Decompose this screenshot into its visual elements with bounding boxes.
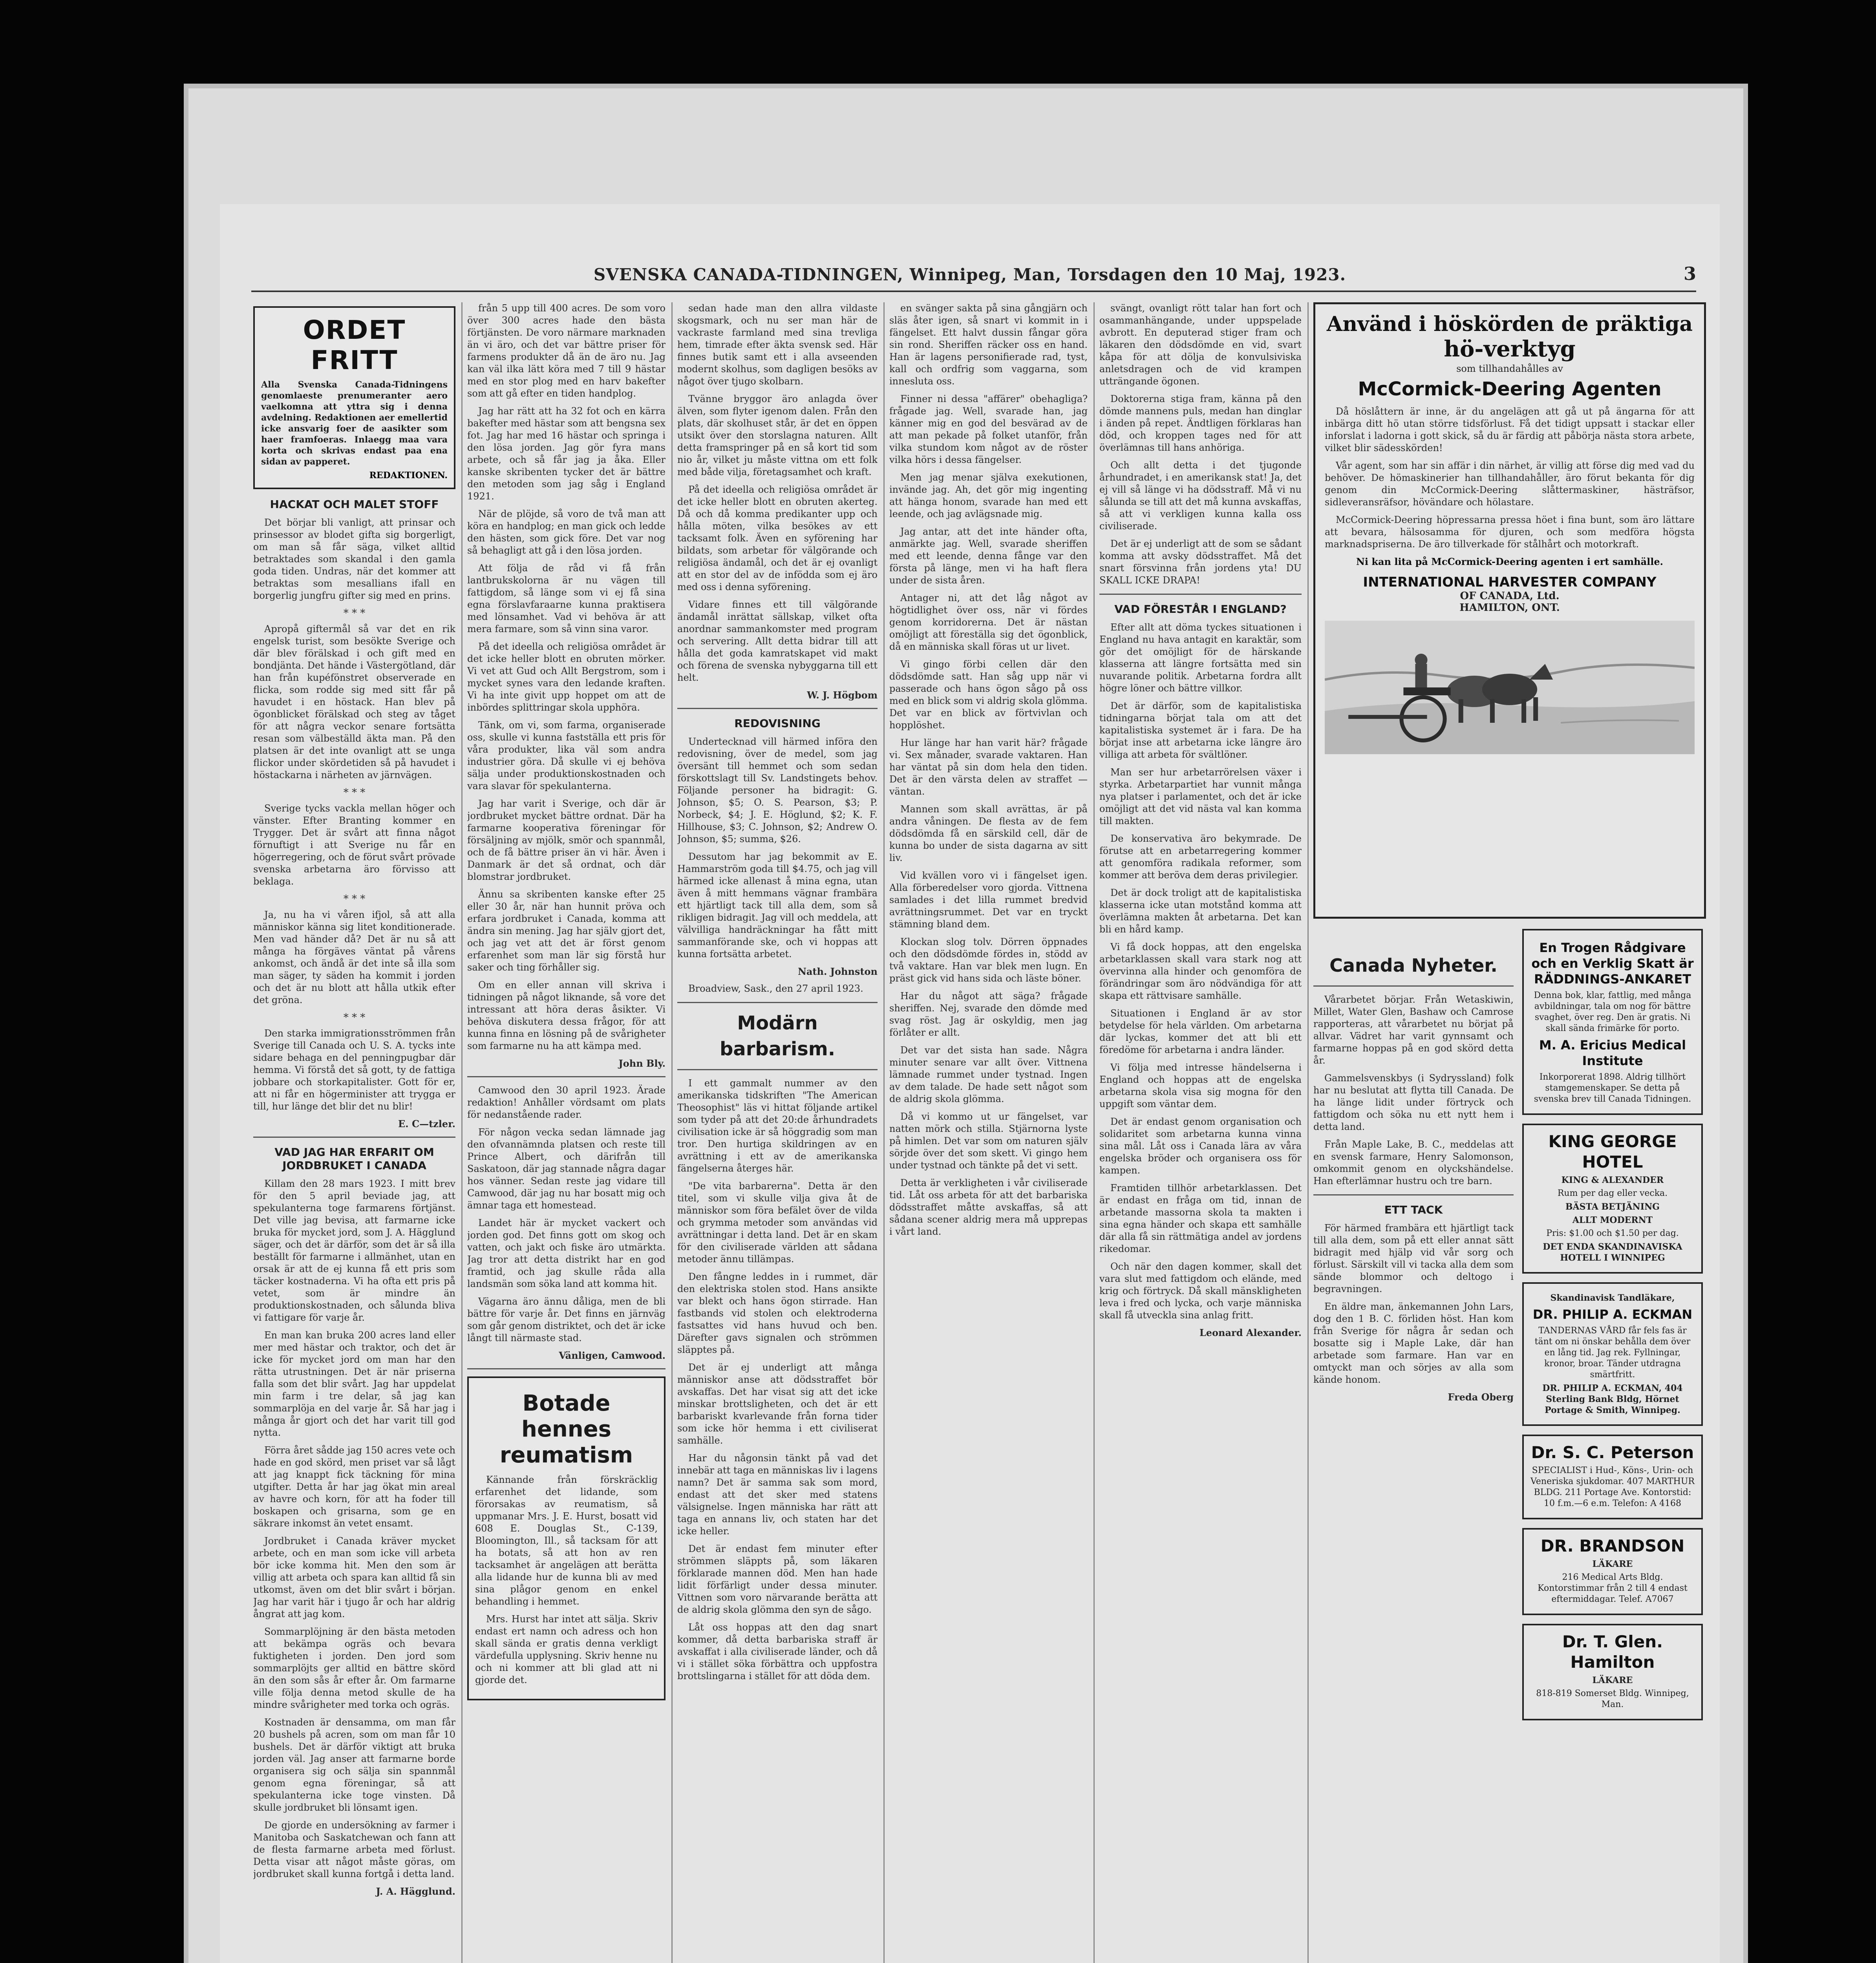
- ad-address: Inkorporerat 1898. Aldrig tillhört stamgemenskaper. Se detta på svenska brev till Canada Tidningen.: [1534, 1072, 1691, 1104]
- ordet-fritt-text: Alla Svenska Canada-Tidningens genomlaeste prenumeranter aero vaelkomna att yttra sig i denna avdelning. Redaktionen aer emellertid icke ansvarig foer de aasikter som haer framfoeras. Inlaegg maa vara korta och skrivas endast paa ena sidan av papperet.: [261, 380, 448, 467]
- article-paragraph: en svänger sakta på sina gångjärn och släs åter igen, så snart vi kommit in i fängelset. Ett halvt dussin fångar göra sin rond. Sheriffen räcker oss en hand. Han är lagens personifierade rad, tyst, kall och ordfrig som vaggarna, som innesluta oss.: [889, 303, 1088, 387]
- column-3: [677, 302, 878, 1963]
- divider: [467, 1076, 666, 1077]
- article-signature: John Bly.: [618, 1058, 666, 1069]
- divider: [1099, 594, 1302, 595]
- article-paragraph: Om en eller annan vill skriva i tidningen på något liknande, så vore det intressant att höra deras åsikter. Vi behöva diskutera dessa frågor, för att kunna finna en lösning på de svårigheter som farmarne nu ha att kämpa med.: [467, 980, 666, 1051]
- ad-company-name: INTERNATIONAL HARVESTER COMPANY: [1363, 574, 1657, 590]
- separator: * * *: [343, 893, 366, 905]
- separator: * * *: [343, 607, 366, 619]
- article-paragraph: Mrs. Hurst har intet att sälja. Skriv endast ert namn och adress och hon skall sända er gratis denna verkligt värdefulla upplysning. Skriv henne nu och ni kommer att bli glad att ni gjorde det.: [475, 1614, 658, 1685]
- article-signature: E. C—tzler.: [398, 1118, 455, 1130]
- small-ads-column: [1522, 929, 1703, 1729]
- ordet-fritt-title: ORDET FRITT: [303, 315, 406, 375]
- article-paragraph: Det är dock troligt att de kapitalistiska klasserna icke utan motstånd komma att överlämna makten åt arbetarna. Det kan bli en hård kamp.: [1099, 887, 1302, 935]
- article-headline: HACKAT OCH MALET STOFF: [270, 498, 439, 511]
- article-paragraph: Har du något att säga? frågade sheriffen. Nej, svarade den dömde med svag röst. Jag är oskyldig, men jag förlåter er allt.: [889, 991, 1088, 1038]
- ad-text: ALLT MODERNT: [1572, 1215, 1653, 1225]
- article-paragraph: Framtiden tillhör arbetarklassen. Det är endast en fråga om tid, innan de arbetande massorna skola ta makten i sina egna händer och skapa ett samhälle där alla få sin rättmätiga andel av jordens rikedomar.: [1099, 1183, 1302, 1254]
- article-paragraph: Och allt detta i det tjugonde århundradet, i en amerikansk stat! Ja, det ej vill så länge vi ha dödsstraff. Må vi nu sålunda se till att det må kunna avskaffas, så att vi verkligen kunna kalla oss civiliserade.: [1099, 460, 1302, 532]
- newspaper-page: [220, 204, 1720, 1963]
- ad-name: M. A. Ericius Medical Institute: [1539, 1038, 1686, 1068]
- article-paragraph: Den fångne leddes in i rummet, där den elektriska stolen stod. Hans ansikte var blekt och hans ögon stirrade. Han fastbands vid stolen och elektroderna fastsattes vid hans huvud och ben. Därefter gavs signalen och strömmen släpptes på.: [677, 1271, 878, 1355]
- article-paragraph: Det var det sista han sade. Några minuter senare var allt över. Vittnena lämnade rummet under tystnad. Ingen av dem talade. De hade sett något som de aldrig skola glömma.: [889, 1045, 1088, 1104]
- article-paragraph: Dessutom har jag bekommit av E. Hammarström goda till $4.75, och jag vill härmed icke allenast å mina egna, utan även å mitt hemmans vägnar frambära ett hjärtligt tack till alla dem, som så rikligen bidragit. Jag vill och meddela, att välvilliga handräckningar ha fått mitt sammanförande ske, och vi hoppas att kunna fortsätta arbetet.: [677, 851, 878, 960]
- article-headline: VAD JAG HAR ERFARIT OM JORDBRUKET I CANADA: [274, 1146, 434, 1172]
- article-paragraph: Sommarplöjning är den bästa metoden att bekämpa ogräs och bevara fuktigheten i jorden. Den jord som sommarplöjts ger alltid en bättre skörd än den som sås år efter år. Om farmarne ville följa denna metod skulle de ha mindre svårigheter med torka och ogräs.: [253, 1626, 455, 1710]
- article-paragraph: När de plöjde, så voro de två man att köra en handplog; en man gick och ledde den hästen, som gick före. Det var nog så behagligt att gå i den lösa jorden.: [467, 508, 666, 556]
- divider: [1313, 1194, 1514, 1195]
- column-4: [889, 302, 1088, 1963]
- article-paragraph: Vägarna äro ännu dåliga, men de bli bättre för varje år. Det finns en järnväg som går genom distriktet, och det är icke långt till närmaste stad.: [467, 1296, 666, 1343]
- ad-company-city: HAMILTON, ONT.: [1459, 602, 1560, 614]
- article-paragraph: från 5 upp till 400 acres. De som voro över 300 acres hade den bästa förtjänsten. De voro närmare marknaden än vi äro, och det var bättre priser för farmens produkter då än de äro nu. Jag kan väl ilka lätt köra med 7 till 9 hästar med en stor plog med en harv bakefter som att gå efter en tiden handplog.: [467, 303, 666, 399]
- dr-hamilton-ad: [1522, 1624, 1703, 1720]
- ad-title: Dr. S. C. Peterson: [1531, 1443, 1694, 1462]
- ad-text: Denna bok, klar, fattlig, med många avbildningar, tala om nog för bättre svaghet, över reg. Den är gratis. Ni skall sända frimärke för porto.: [1534, 991, 1691, 1033]
- article-paragraph: De gjorde en undersökning av farmer i Manitoba och Saskatchewan och fann att de flesta farmarne arbeta med förlust. Detta visar att något måste göras, om jordbruket skall kunna fortgå i detta land.: [253, 1820, 455, 1879]
- divider: [677, 1002, 878, 1003]
- column-rule: [461, 302, 463, 1963]
- column-6: [1313, 302, 1706, 1963]
- column-rule: [1093, 302, 1095, 1963]
- article-paragraph: Förra året sådde jag 150 acres vete och hade en god skörd, men priset var så lågt att jag knappt fick täckning för mina utgifter. Detta år har jag ökat min areal av havre och korn, för att ha foder till boskapen och grisarna, som ge en säkrare inkomst än vetet ensamt.: [253, 1445, 455, 1529]
- article-paragraph: Jordbruket i Canada kräver mycket arbete, och en man som icke vill arbeta bör icke komma hit. Men den som är villig att arbeta och spara kan alltid få sin utkomst, även om det blir svårt i början. Jag har varit här i tjugo år och har aldrig ångrat att jag kom.: [253, 1535, 455, 1619]
- article-paragraph: Man ser hur arbetarrörelsen växer i styrka. Arbetarpartiet har vunnit många nya platser i parlamentet, och det är icke omöjligt att det vid nästa val kan komma till makten.: [1099, 767, 1302, 826]
- masthead-rule: [251, 291, 1696, 292]
- ad-text: BÄSTA BETJÄNING: [1565, 1202, 1660, 1212]
- article-paragraph: Gammelsvenskbys (i Sydryssland) folk har nu beslutat att flytta till Canada. De ha länge lidit under förtryck och fattigdom och söka nu ett nytt hem i detta land.: [1313, 1073, 1514, 1132]
- article-signature: Freda Oberg: [1448, 1391, 1514, 1403]
- ad-company-sub: OF CANADA, Ltd.: [1460, 590, 1560, 602]
- article-paragraph: Det är därför, som de kapitalistiska tidningarna börjat tala om att det kapitalistiska systemet är i fara. De ha börjat inse att arbetarna icke längre äro villiga att arbeta för svältlöner.: [1099, 700, 1302, 760]
- article-paragraph: Klockan slog tolv. Dörren öppnades och den dödsdömde fördes in, stödd av två vaktare. Han var blek men lugn. En präst gick vid hans sida och läste böner.: [889, 936, 1088, 984]
- haymaking-illustration: [1325, 621, 1695, 754]
- article-paragraph: Att följa de råd vi få från lantbrukskolorna är nu vägen till fattigdom, så länge som vi ej få sina egna förslavfaraarne kunna praktisera med lönsamhet. Vad vi behöva är att mera farmare, som så vinn sina varor.: [467, 563, 666, 634]
- article-headline-large: Botade hennes reumatism: [499, 1391, 633, 1468]
- article-paragraph: Killam den 28 mars 1923. I mitt brev för den 5 april beviade jag, att spekulanterna toge farmarens förtjänst. Det ville jag bevisa, att farmarne icke bruka för mycket jord, som J. A. Hägglund säger, och det är därför, som det är så illa beställt för farmarne i allmänhet, utan en orsak är att de ej kunna få ett pris som täcker kostnaderna. Vi ha ofta ett pris på vetet, som är mindre än produktionskostnaden, och sålunda bliva vi fattigare för varje år.: [253, 1178, 455, 1323]
- article-paragraph: Vårarbetet börjar. Från Wetaskiwin, Millet, Water Glen, Bashaw och Camrose rapporteras, att vårarbetet nu börjat på allvar. Vädret har varit gynnsamt och farmarne hoppas på en god skörd detta år.: [1313, 994, 1514, 1066]
- divider: [677, 1069, 878, 1070]
- king-george-hotel-ad: [1522, 1124, 1703, 1274]
- ad-text: SPECIALIST i Hud-, Köns-, Urin- och Veneriska sjukdomar. 407 MARTHUR BLDG. 211 Portage Ave. Kontorstid: 10 f.m.—6 e.m. Telefon: A 4168: [1530, 1466, 1695, 1508]
- article-paragraph: Men jag menar själva exekutionen, invände jag. Ah, det gör mig ingenting att hänga honom, svarade han med ett leende, och jag avlägsnade mig.: [889, 472, 1088, 519]
- article-paragraph: Det är ej underligt att de som se sådant komma att avsky dödsstraffet. Må det snart försvinna från jordens yta! DU SKALL ICKE DRAPA!: [1099, 538, 1302, 586]
- ad-subtitle: som tillhandahålles av: [1456, 363, 1563, 374]
- article-signature: Leonard Alexander.: [1199, 1327, 1302, 1338]
- article-paragraph: I ett gammalt nummer av den amerikanska tidskriften "The American Theosophist" läs vi hittat följande artikel som tyder på att det 20:de århundradets civilisation icke är så höggradig som man tror. Den hurtiga skildringen av en avrättning i ett av de amerikanska fängelserna återges här.: [677, 1078, 878, 1174]
- article-paragraph: Hur länge har han varit här? frågade vi. Sex månader, svarade vaktaren. Han har väntat på sin dom hela den tiden. Det är den värsta delen av straffet — väntan.: [889, 737, 1088, 797]
- article-paragraph: För härmed frambära ett hjärtligt tack till alla dem, som på ett eller annat sätt bidragit med hjälp vid vår sorg och förlust. Särskilt vill vi tacka alla dem som sände blommor och deltogo i begravningen.: [1313, 1223, 1514, 1294]
- canada-news-headline: Canada Nyheter.: [1329, 955, 1498, 976]
- article-paragraph: På det ideella och religiösa området är det icke heller blott en obruten akerteg. Då och då komma predikanter upp och hålla möten, vilka besökes av ett tacksamt folk. Även en syförening har bildats, som arbetar för välgörande och religiösa ändamål, och det är ej ovanligt att en stor del av de infödda som ej äro med oss i denna syförening.: [677, 484, 878, 592]
- article-paragraph: Det börjar bli vanligt, att prinsar och prinsessor av blodet gifta sig borgerligt, om man så får säga, vilket alltid betraktades som skandal i den gamla goda tiden. Undras, när det kommer att betraktas som mesallians ifall en borgerlig jungfru gifter sig med en prins.: [253, 517, 455, 601]
- ad-paragraph: Då höslåttern är inne, är du angelägen att gå ut på ängarna för att inbärga ditt hö utan större tidsförlust. Få det tidigt uppsatt i stackar eller inforslat i ladorna i gott skick, så du är färdig att påbörja nästa stora arbete, vilket blir sädesskörden!: [1325, 406, 1695, 453]
- article-paragraph: sedan hade man den allra vildaste skogsmark, och nu ser man här de vackraste farmland med sina trevliga hem, timrade efter äkta svensk sed. Här finnes butik samt ett i alla avseenden modernt skolhus, som dagligen besöks av något över tjugo skolbarn.: [677, 303, 878, 387]
- ordet-fritt-editor: REDAKTIONEN.: [369, 470, 448, 481]
- article-paragraph: Tvänne bryggor äro anlagda över älven, som flyter igenom dalen. Från den plats, där skolhuset står, är det en öppen utsikt över den storslagna naturen. Allt detta framspringer på en så kort tid som nio år, vilket ju måste vittna om ett folk med både vilja, företagsamhet och kraft.: [677, 393, 878, 477]
- horse-mower-icon: [1325, 621, 1695, 754]
- ads-and-news-row: [1313, 929, 1706, 1729]
- article-paragraph: Det är ej underligt att många människor anse att dödsstraffet bör avskaffas. Det har visat sig att det icke minskar brottsligheten, och det är ett barbariskt kvarlevande från forna tider som icke hör hemma i ett civiliserat samhälle.: [677, 1362, 878, 1446]
- article-paragraph: Antager ni, att det låg något av högtidlighet över oss, när vi fördes genom korridorerna. Det är nästan omöjligt att föreställa sig det ögonblick, då en människa skall föras ut ur livet.: [889, 592, 1088, 652]
- column-rule: [671, 302, 673, 1963]
- ad-subtitle: LÄKARE: [1592, 1675, 1633, 1685]
- ad-text: 216 Medical Arts Bldg. Kontorstimmar från 2 till 4 endast eftermiddagar. Telef. A7067: [1538, 1572, 1688, 1604]
- ad-text: TANDERNAS VÅRD får fels fas är tänt om ni önskar behålla dem över en lång tid. Jag rek. Fyllningar, kronor, broar. Tänder utdragna smärtfritt.: [1534, 1326, 1691, 1380]
- article-paragraph: Det är endast fem minuter efter strömmen släppts på, som läkaren förklarade mannen död. Men han hade lidit förfärligt under dessa minuter. Vittnen som voro närvarande berätta att de aldrig skola glömma den syn de sågo.: [677, 1543, 878, 1615]
- article-paragraph: Finner ni dessa "affärer" obehagliga? frågade jag. Well, svarade han, jag känner mig en god del besvärad av de att man pekade på folket utanför, från vilka stundom kom något av de röster vilka hörs i dessa fängelser.: [889, 393, 1088, 465]
- article-headline: REDOVISNING: [734, 717, 821, 730]
- article-paragraph: För någon vecka sedan lämnade jag den ofvannämnda platsen och reste till Prince Albert, och därifrån till Saskatoon, där jag stannade några dagar hos vänner. Sedan reste jag vidare till Camwood, där jag nu har bosatt mig och ämnar taga ett homestead.: [467, 1127, 666, 1211]
- article-paragraph: Då vi kommo ut ur fängelset, var natten mörk och stilla. Stjärnorna lyste på himlen. Det var som om naturen själv sörjde över det som skett. Vi gingo hem under tystnad och tänkte på det vi sett.: [889, 1111, 1088, 1171]
- article-signature: Vänligen, Camwood.: [559, 1350, 666, 1361]
- article-paragraph: Kostnaden är densamma, om man får 20 bushels på acren, som om man får 10 bushels. Det är därför viktigt att bruka jorden väl. Jag anser att farmarne borde organisera sig och sälja sin spannmål genom egna föreningar, så att spekulanterna icke toge vinsten. Då skulle jordbruket bli lönsamt igen.: [253, 1717, 455, 1813]
- article-paragraph: En man kan bruka 200 acres land eller mer med hästar och traktor, och det är icke för mycket jord om man har den rätta utrustningen. Det är när priserna falla som det blir svårt. Jag har uppdelat min farm i tre delar, så jag kan sommarplöja en del varje år. Så har jag i många år gjort och det har varit till god nytta.: [253, 1330, 455, 1438]
- ad-text: Pris: $1.00 och $1.50 per dag.: [1546, 1228, 1679, 1238]
- article-paragraph: Undertecknad vill härmed införa den redovisning, över de medel, som jag översänt till hemmet och som sedan förskottslagt till Sv. Landstingets behov. Följande personer ha bidragit: G. Johnson, $5; O. S. Pearson, $3; P. Norbeck, $4; J. E. Höglund, $2; K. F. Hillhouse, $3; C. Johnson, $2; Andrew O. Johnson, $5; summa, $26.: [677, 736, 878, 844]
- article-paragraph: Detta är verkligheten i vår civiliserade tid. Låt oss arbeta för att det barbariska dödsstraffet måtte avskaffas, så att sådana scener aldrig mera må upprepas i vårt land.: [889, 1177, 1088, 1237]
- separator: * * *: [343, 787, 366, 799]
- article-paragraph: Vidare finnes ett till välgörande ändamål inrättat sällskap, vilket ofta anordnar sammankomster med program och servering. Allt detta bidrar till att hålla det goda kamratskapet vid makt och förena de svenska nybyggarna till ett helt.: [677, 599, 878, 683]
- article-paragraph: Kännande från förskräcklig erfarenhet det lidande, som förorsakas av reumatism, så uppmanar Mrs. J. E. Hurst, bosatt vid 608 E. Douglas St., C-139, Bloomington, Ill., så tacksam för att ha botats, så att hon av ren tacksamhet är angelägen att berätta alla lidande hur de kunna bli av med sina plågor genom en enkel behandling i hemmet.: [475, 1474, 658, 1607]
- article-paragraph: Broadview, Sask., den 27 april 1923.: [688, 983, 863, 994]
- ordet-fritt-box: [253, 306, 455, 489]
- masthead: SVENSKA CANADA-TIDNINGEN, Winnipeg, Man, Torsdagen den 10 Maj, 1923.: [593, 265, 1346, 284]
- article-paragraph: Ja, nu ha vi våren ifjol, så att alla människor känna sig litet konditionerade. Men vad händer då? Det är nu så att många ha förgäves väntat på vårens ankomst, och ändå är det inte så illa som man säger, ty säden ha kommit i jorden och det är nu blott att hålla utkik efter det gröna.: [253, 909, 455, 1005]
- article-paragraph: Efter allt att döma tyckes situationen i England nu hava antagit en karaktär, som gör det omöjligt för de härskande klasserna att längre fortsätta med sin nuvarande politik. Arbetarna fordra allt högre löner och bättre villkor.: [1099, 622, 1302, 694]
- article-paragraph: Jag har varit i Sverige, och där är jordbruket mycket bättre ordnat. Där ha farmarne kooperativa föreningar för försäljning av mjölk, smör och spannmål, och de få bättre priser än vi här. Även i Danmark är det så ordnat, och där blomstrar jordbruket.: [467, 798, 666, 882]
- ad-tagline: Ni kan lita på McCormick-Deering agenten i ert samhälle.: [1356, 556, 1664, 567]
- article-paragraph: Mannen som skall avrättas, är på andra våningen. De flesta av de fem dödsdömda få en särskild cell, där de kunna bo under de sista dagarna av sitt liv.: [889, 804, 1088, 863]
- separator: * * *: [343, 1012, 366, 1024]
- column-1: [253, 302, 455, 1963]
- article-paragraph: Tänk, om vi, som farma, organiserade oss, skulle vi kunna fastställa ett pris för våra produkter, lika väl som andra industrier göra. Då skulle vi ej behöva sälja under produktionskostnaden och vara slavar för spekulanterna.: [467, 720, 666, 791]
- column-2: [467, 302, 666, 1963]
- article-signature: Nath. Johnston: [797, 966, 878, 977]
- page-number: 3: [1683, 263, 1696, 284]
- article-paragraph: Apropå giftermål så var det en rik engelsk turist, som besökte Sverige och där blev förälskad i och gift med en bondjänta. Det hände i Västergötland, där han från kupéfönstret observerade en flicka, som rodde sig med sitt får på havudet i en höstack. Han blev på ögonblicket förälskad och steg av tåget för att några veckor senare fortsätta resan som välbeställd äkta man. På den platsen är det inte ovanligt att se unga flickor under skördetiden så på havudet i höstackarna i närheten av järnvägen.: [253, 623, 455, 780]
- article-signature: W. J. Högbom: [807, 689, 878, 701]
- ad-name: DR. PHILIP A. ECKMAN: [1532, 1307, 1693, 1322]
- article-paragraph: Har du någonsin tänkt på vad det innebär att taga en människas liv i lagens namn? Det är samma sak som mord, endast att det sker med statens välsignelse. Ingen människa har rätt att taga en annans liv, och staten har det icke heller.: [677, 1453, 878, 1537]
- news-column: [1313, 929, 1514, 1729]
- article-paragraph: Sverige tycks vackla mellan höger och vänster. Efter Branting kommer en Trygger. Det är svårt att finna något förnuftigt i att Sverige nu får en högerregering, och de förut svårt prövade svenska arbetarna äro förvisso att beklaga.: [253, 803, 455, 887]
- article-paragraph: Vi följa med intresse händelserna i England och hoppas att de engelska arbetarna skola visa sig mogna för den uppgift som väntar dem.: [1099, 1062, 1302, 1109]
- article-paragraph: Jag har rätt att ha 32 fot och en kärra bakefter med hästar som att bengsna sex fot. Jag har med 16 hästar och springa i den lösa jorden. Jag gör fyra mans arbete, och så får jag ja åka. Eller kanske skribenten tycker det är bättre den metoden som jag såg i England 1921.: [467, 406, 666, 502]
- ad-title: Skandinavisk Tandläkare,: [1550, 1293, 1675, 1303]
- article-paragraph: Låt oss hoppas att den dag snart kommer, då detta barbariska straff är avskaffat i alla civiliserade länder, och då vi i stället söka förbättra och uppfostra brottslingarna i stället för att döda dem.: [677, 1622, 878, 1682]
- dr-brandson-ad: [1522, 1528, 1703, 1615]
- article-paragraph: Ännu sa skribenten kanske efter 25 eller 30 år, när han hunnit pröva och erfara jordbruket i Canada, komma att ändra sin mening. Jag har själv gjort det, och jag vet att det är först genom erfarenhet som man lär sig förstå hur saker och ting förhåller sig.: [467, 889, 666, 973]
- article-headline: ETT TACK: [1384, 1203, 1443, 1216]
- article-paragraph: Landet här är mycket vackert och jorden god. Det finns gott om skog och vatten, och jakt och fiske äro utmärkta. Jag tror att detta distrikt har en god framtid, och jag skulle råda alla landsmän som söka land att komma hit.: [467, 1217, 666, 1289]
- article-paragraph: Den starka immigrationsströmmen från Sverige till Canada och U. S. A. tycks inte sidare behaga en del penningpugbar där hemma. Vi förstå det så gott, ty de fattiga jobbare och storkapitalister. Gott för er, att ni får en högerminister att trygga er till, hur länge det blir det nu blir!: [253, 1028, 455, 1112]
- article-paragraph: De konservativa äro bekymrade. De förutse att en arbetarregering kommer att genomföra radikala reformer, som kommer att beröva dem deras privilegier.: [1099, 833, 1302, 881]
- article-signature: J. A. Hägglund.: [376, 1886, 455, 1897]
- article-paragraph: Doktorerna stiga fram, känna på den dömde mannens puls, medan han dinglar i änden på repet. Ändtligen förklaras han död, och kroppen tages ned för att överlämnas till hans anhöriga.: [1099, 393, 1302, 453]
- ad-text: DET ENDA SKANDINAVISKA HOTELL I WINNIPEG: [1543, 1242, 1682, 1263]
- ad-subtitle: KING & ALEXANDER: [1561, 1175, 1664, 1185]
- ad-title: KING GEORGE HOTEL: [1548, 1132, 1677, 1172]
- ad-agent-title: McCormick-Deering Agenten: [1358, 378, 1662, 400]
- divider: [253, 1137, 455, 1138]
- ad-address: DR. PHILIP A. ECKMAN, 404 Sterling Bank Bldg, Hörnet Portage & Smith, Winnipeg.: [1542, 1383, 1683, 1415]
- article-paragraph: Situationen i England är av stor betydelse för hela världen. Om arbetarna där lyckas, kommer det att bli ett föredöme för arbetarna i andra länder.: [1099, 1008, 1302, 1055]
- divider: [467, 1368, 666, 1369]
- article-headline-large: Modärn barbarism.: [719, 1012, 836, 1060]
- column-5: [1099, 302, 1302, 1963]
- article-paragraph: svängt, ovanligt rött talar han fort och osammanhängande, under uppspelade avbrott. En deputerad stiger fram och läkaren den dödsdömde en vid, svart kåpa för att dölja de konvulsiviska anletsdragen och de vid krampen utträngande ögonen.: [1099, 303, 1302, 387]
- mccormick-deering-ad: [1313, 302, 1706, 919]
- dentist-eckman-ad: [1522, 1282, 1703, 1426]
- article-paragraph: En äldre man, änkemannen John Lars, dog den 1 B. C. förliden höst. Han kom från Sverige för några år sedan och bosatte sig i Maple Lake, där han arbetade som farmare. Han var en omtyckt man och sörjes av alla som kände honom.: [1313, 1301, 1514, 1385]
- ad-subtitle: LÄKARE: [1592, 1559, 1633, 1569]
- article-paragraph: Vi gingo förbi cellen där den dödsdömde satt. Han såg upp när vi passerade och hans ögon sågo på oss med en blick som vi aldrig skola glömma. Det var en blick av förtvivlan och hopplöshet.: [889, 659, 1088, 731]
- article-paragraph: "De vita barbarerna". Detta är den titel, som vi skulle vilja giva åt de människor som föra befälet över de vilda och grymma metoder som användas vid avrättningar i detta land. Det är en skam för den civiliserade världen att sådana metoder ännu tillämpas.: [677, 1181, 878, 1265]
- ad-address: 818-819 Somerset Bldg. Winnipeg, Man.: [1536, 1689, 1689, 1709]
- ad-title: Använd i höskörden de präktiga: [1326, 312, 1693, 336]
- divider: [677, 708, 878, 709]
- ad-paragraph: McCormick-Deering höpressarna pressa höet i fina bunt, som äro lättare att bevara, hälsosamma för djuren, och som medföra högsta marknadspriserna. De äro tillverkade för stålhårt och motorkraft.: [1325, 514, 1695, 550]
- column-rule: [883, 302, 885, 1963]
- article-paragraph: På det ideella och religiösa området är det icke heller blott en obruten mörker. Vi vet att Gud och Allt Bergstrom, som i mycket synes vara den ledande kraften. Vi ha inte givit upp hoppet om att de inbördes splittringar skola upphöra.: [467, 641, 666, 713]
- article-paragraph: Och när den dagen kommer, skall det vara slut med fattigdom och elände, med krig och förtryck. Då skall mänskligheten leva i fred och lycka, och varje människa skall få utveckla sina anlag fritt.: [1099, 1261, 1302, 1321]
- dr-peterson-ad: [1522, 1435, 1703, 1519]
- ad-title: Dr. T. Glen. Hamilton: [1562, 1632, 1663, 1672]
- ad-title: DR. BRANDSON: [1540, 1536, 1685, 1555]
- article-headline: VAD FÖRESTÅR I ENGLAND?: [1114, 603, 1287, 616]
- article-paragraph: Vi få dock hoppas, att den engelska arbetarklassen skall vara stark nog att övervinna alla hinder och genomföra de förändringar som äro nödvändiga för att skapa ett rättvisare samhälle.: [1099, 941, 1302, 1001]
- botade-reumatism-box: [467, 1376, 666, 1700]
- ad-title: hö-verktyg: [1444, 336, 1576, 362]
- article-paragraph: Vid kvällen voro vi i fängelset igen. Alla förberedelser voro gjorda. Vittnena samlades i det lilla rummet bredvid avrättningsrummet. Det var en tryckt stämning bland dem.: [889, 870, 1088, 930]
- ad-title: En Trogen Rådgivare och en Verklig Skatt är RÄDDNINGS-ANKARET: [1531, 940, 1694, 987]
- ad-text: Rum per dag eller vecka.: [1557, 1188, 1668, 1198]
- article-paragraph: Camwood den 30 april 1923. Ärade redaktion! Anhåller vördsamt om plats för nedanstående rader.: [467, 1085, 666, 1120]
- divider: [1313, 985, 1514, 987]
- column-rule: [1307, 302, 1309, 1963]
- article-paragraph: Jag antar, att det inte händer ofta, anmärkte jag. Well, svarade sheriffen med ett leende, denna fånge var den första på länge, men vi ha haft flera under de sista åren.: [889, 526, 1088, 586]
- article-paragraph: Det är endast genom organisation och solidaritet som arbetarna kunna vinna sina mål. Låt oss i Canada lära av våra engelska bröder och organisera oss för kampen.: [1099, 1116, 1302, 1176]
- raddnings-ankaret-ad: [1522, 929, 1703, 1115]
- article-paragraph: Från Maple Lake, B. C., meddelas att en svensk farmare, Henry Salomonson, omkommit genom en olyckshändelse. Han efterlämnar hustru och tre barn.: [1313, 1139, 1514, 1186]
- ad-paragraph: Vår agent, som har sin affär i din närhet, är villig att förse dig med vad du behöver. De hömaskinerier han tillhandahåller, äro förut bekanta för dig genom din McCormick-Deering slåttermaskiner, hästräfsor, sidleveransräfsor, hövändare och hölastare.: [1325, 460, 1695, 508]
